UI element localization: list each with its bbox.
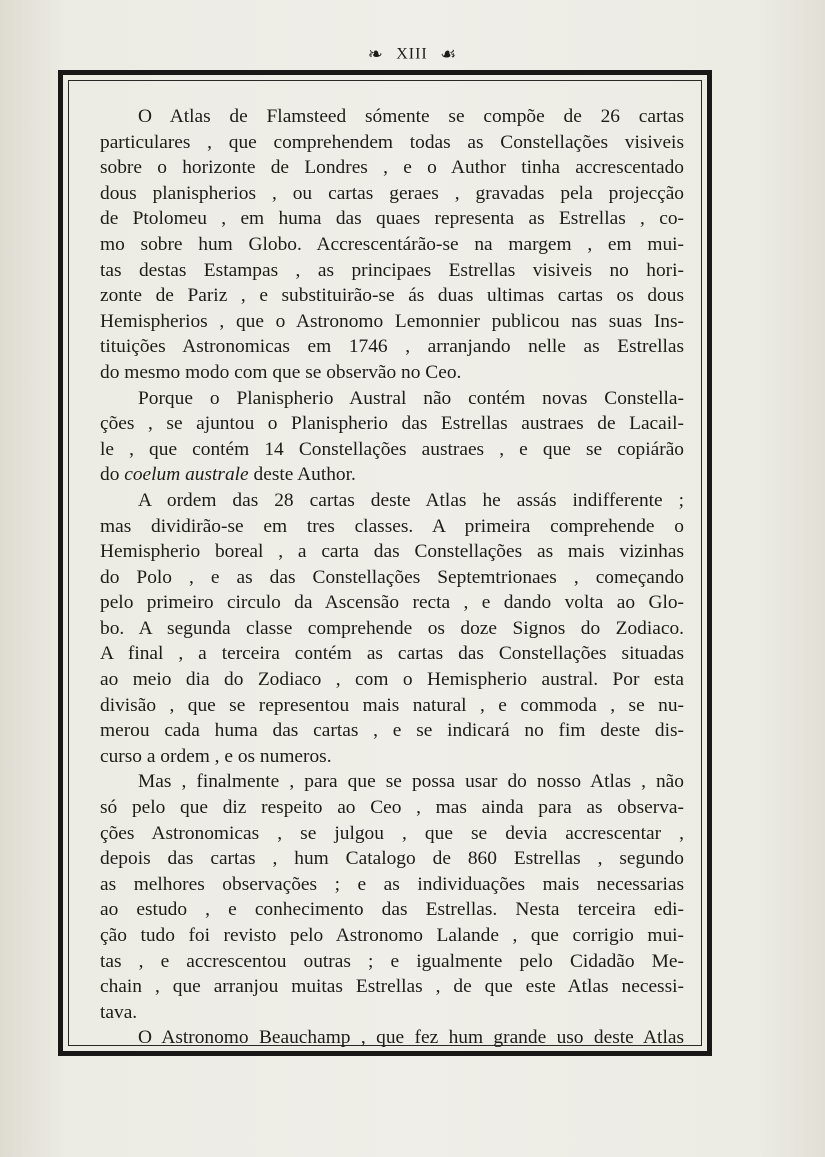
text-line: depois das cartas , hum Catalogo de 860 Estrellas , segundo bbox=[100, 848, 684, 870]
text-line: le , que contém 14 Constellações austraes , e que se copiárão bbox=[100, 438, 684, 460]
text-line: A ordem das 28 cartas deste Atlas he assás indifferente ; bbox=[138, 489, 684, 511]
body-text bbox=[100, 104, 684, 1051]
text-line: só pelo que diz respeito ao Ceo , mas ainda para as observa- bbox=[100, 797, 684, 819]
text-line: dous planispherios , ou cartas geraes , gravadas pela projecção bbox=[100, 182, 684, 204]
text-line: pelo primeiro circulo da Ascensão recta , e dando volta ao Glo- bbox=[100, 592, 684, 614]
text-line: do Polo , e as das Constellações Septemtrionaes , começando bbox=[100, 566, 684, 588]
page-header bbox=[0, 44, 825, 65]
text-line: curso a ordem , e os numeros. bbox=[100, 745, 332, 767]
text-line: sobre o horizonte de Londres , e o Author tinha accrescentado bbox=[100, 157, 684, 179]
page-number: XIII bbox=[396, 45, 428, 63]
text-line: do coelum australe deste Author. bbox=[100, 464, 356, 486]
text-line: divisão , que se representou mais natural , e commoda , se nu- bbox=[100, 694, 684, 716]
text-line: Hemispherios , que o Astronomo Lemonnier publicou nas suas Ins- bbox=[100, 310, 684, 332]
text-line: bo. A segunda classe comprehende os doze Signos do Zodiaco. bbox=[100, 617, 684, 639]
text-line: tava. bbox=[100, 1001, 138, 1023]
text-line: tituições Astronomicas em 1746 , arranjando nelle as Estrellas bbox=[100, 336, 684, 358]
text-line: merou cada huma das cartas , e se indicará no fim deste dis- bbox=[100, 720, 684, 742]
text-line: de Ptolomeu , em huma das quaes representa as Estrellas , co- bbox=[100, 208, 684, 230]
text-line: ao estudo , e conhecimento das Estrellas. Nesta terceira edi- bbox=[100, 899, 684, 921]
text-line: A final , a terceira contém as cartas das Constellações situadas bbox=[100, 643, 684, 665]
text-line: Hemispherio boreal , a carta das Constellações as mais vizinhas bbox=[100, 541, 684, 563]
text-line: Porque o Planispherio Austral não contém novas Constella- bbox=[138, 387, 684, 409]
text-line: mas dividirão-se em tres classes. A primeira comprehende o bbox=[100, 515, 684, 537]
text-line: chain , que arranjou muitas Estrellas , de que este Atlas necessi- bbox=[100, 976, 684, 998]
ornament-right-icon: ☙ bbox=[440, 44, 458, 65]
text-line: ção tudo foi revisto pelo Astronomo Lalande , que corrigio mui- bbox=[100, 925, 684, 946]
text-line: ções Astronomicas , se julgou , que se devia accrescentar , bbox=[100, 822, 684, 844]
text-line: mo sobre hum Globo. Accrescentárão-se na margem , em mui- bbox=[100, 233, 684, 255]
text-line: O Astronomo Beauchamp , que fez hum grande uso deste Atlas bbox=[138, 1027, 684, 1049]
text-line: as melhores observações ; e as individuações mais necessarias bbox=[100, 873, 684, 895]
text-line: do mesmo modo com que se observão no Ceo. bbox=[100, 361, 462, 383]
text-line: particulares , que comprehendem todas as Constellações visiveis bbox=[100, 131, 684, 153]
ornament-left-icon: ❧ bbox=[367, 44, 384, 65]
text-line: tas , e accrescentou outras ; e igualmente pelo Cidadão Me- bbox=[100, 950, 684, 972]
text-line: zonte de Pariz , e substituirão-se ás duas ultimas cartas os dous bbox=[100, 285, 684, 307]
text-line: ções , se ajuntou o Planispherio das Estrellas austraes de Lacail- bbox=[100, 413, 684, 435]
text-line: O Atlas de Flamsteed sómente se compõe de 26 cartas bbox=[138, 106, 684, 127]
text-line: tas destas Estampas , as principaes Estrellas visiveis no hori- bbox=[100, 259, 684, 281]
text-line: Mas , finalmente , para que se possa usar do nosso Atlas , não bbox=[138, 771, 684, 793]
text-line: ao meio dia do Zodiaco , com o Hemispherio austral. Por esta bbox=[100, 669, 684, 691]
